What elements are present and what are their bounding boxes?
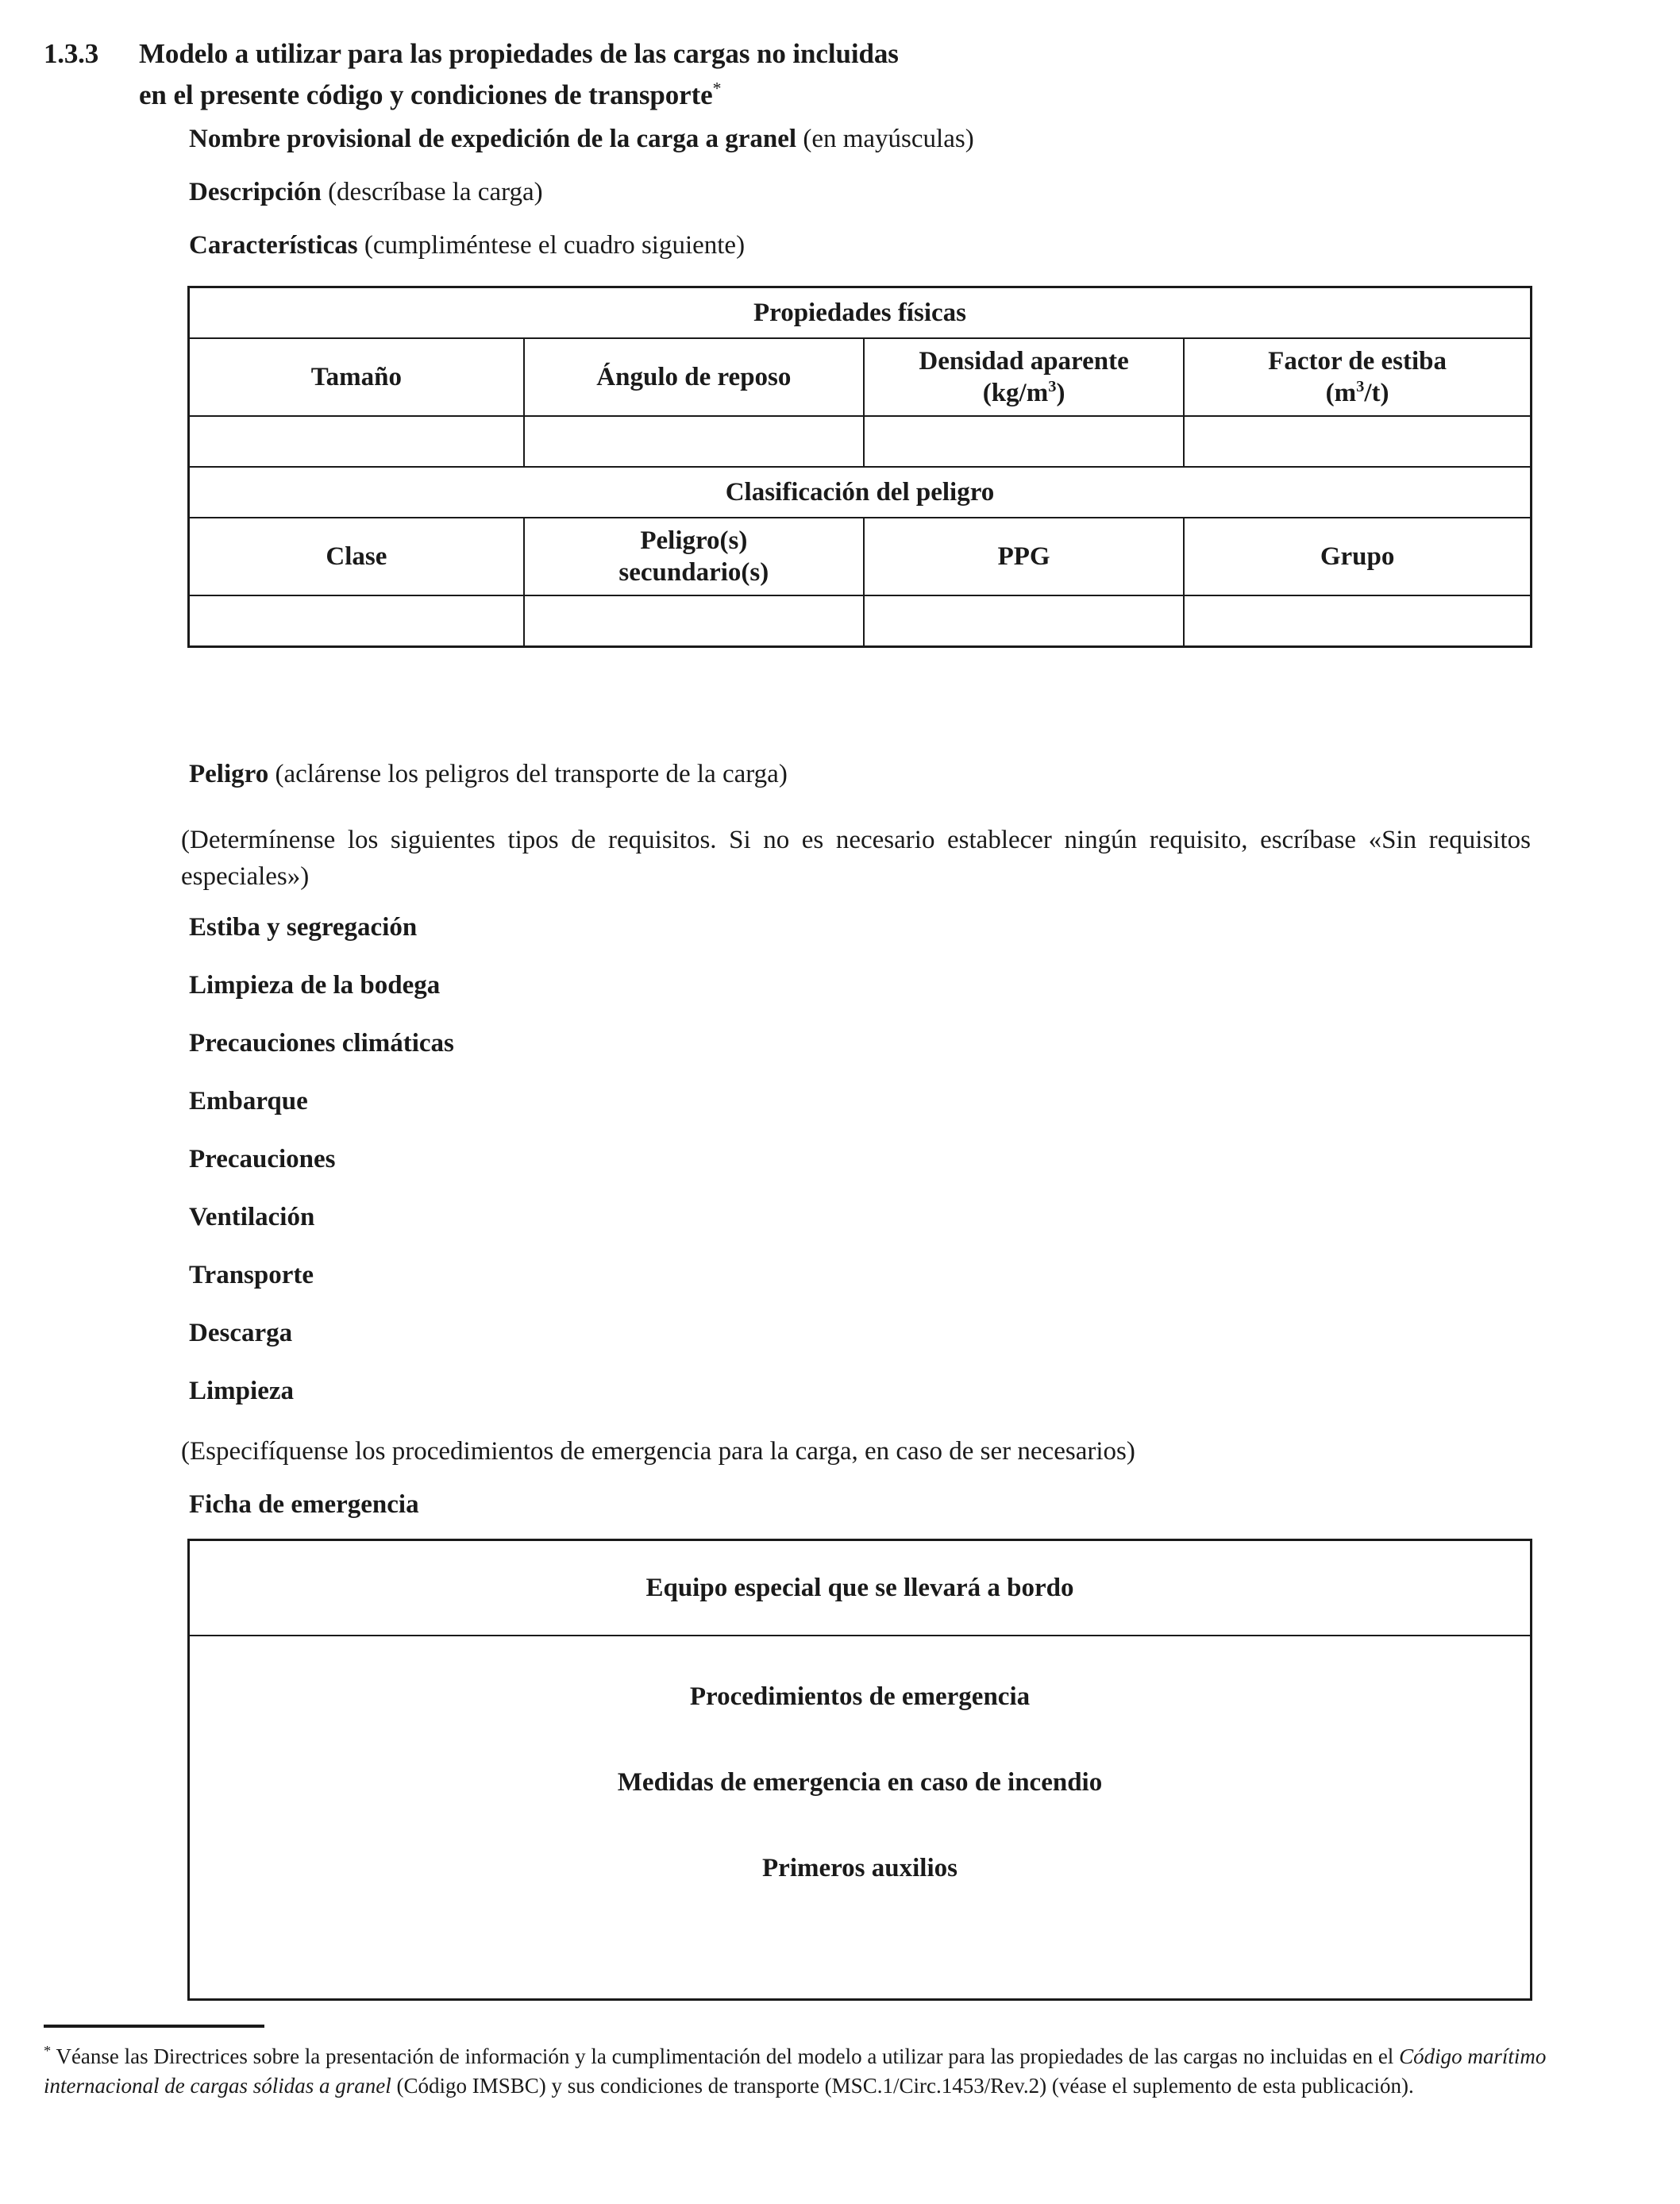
field-peligro	[189, 758, 788, 790]
column-header-peligros-line2: secundario(s)	[618, 558, 769, 587]
column-header-angulo-reposo-text: Ángulo de reposo	[596, 363, 792, 391]
field-ficha-emergencia: Ficha de emergencia	[189, 1490, 419, 1519]
column-header-densidad-aparente-text: Densidad aparente	[919, 347, 1129, 376]
column-header-clase	[189, 518, 524, 595]
column-header-peligros-secundarios	[524, 518, 864, 595]
column-header-ppg-text: PPG	[997, 542, 1050, 571]
list-item: Limpieza de la bodega	[189, 971, 441, 1000]
emergency-first-aid-title: Primeros auxilios	[762, 1854, 958, 1882]
value-cell-clase[interactable]	[189, 595, 524, 647]
footnote-italic-title: Código marítimo internacional de cargas sólidas a granel	[44, 2044, 1547, 2098]
hazard-classification-section-title: Clasificación del peligro	[189, 467, 1532, 518]
column-header-densidad-aparente	[864, 338, 1184, 416]
column-header-densidad-unit-close: )	[1056, 379, 1065, 407]
field-caracteristicas	[189, 229, 745, 261]
footnote	[44, 2042, 1630, 2101]
table-row	[189, 595, 1532, 647]
footnote-marker: *	[44, 2043, 52, 2059]
list-item: Precauciones climáticas	[189, 1029, 454, 1058]
table-row	[189, 1540, 1532, 1636]
emergency-procedures-cell[interactable]	[189, 1636, 1532, 2000]
value-cell-tamano[interactable]	[189, 416, 524, 467]
page-title-line-1: Modelo a utilizar para las propiedades de las cargas no incluidas	[139, 38, 899, 69]
list-item: Limpieza	[189, 1377, 294, 1405]
value-cell-grupo[interactable]	[1184, 595, 1531, 647]
table-row	[189, 416, 1532, 467]
value-cell-densidad-aparente[interactable]	[864, 416, 1184, 467]
list-item: Transporte	[189, 1261, 314, 1289]
column-header-factor-estiba	[1184, 338, 1531, 416]
emergency-procedures-note: (Especifíquense los procedimientos de emergencia para la carga, en caso de ser necesarios)	[181, 1437, 1135, 1466]
field-nombre-provisional	[189, 123, 974, 155]
field-caracteristicas-hint: (cumpliméntese el cuadro siguiente)	[357, 231, 746, 260]
footnote-text-part-1: Véanse las Directrices sobre la presentación de información y la cumplimentación del modelo a utilizar para las propiedades de las cargas no incluidas en el	[51, 2044, 1400, 2068]
column-header-peligros-line1: Peligro(s)	[640, 526, 748, 555]
field-descripcion-hint: (descríbase la carga)	[321, 178, 543, 206]
list-item: Precauciones	[189, 1145, 336, 1173]
physical-properties-section-title: Propiedades físicas	[189, 287, 1532, 339]
properties-and-hazard-table	[187, 286, 1532, 648]
footnote-text-part-2: (Código IMSBC) y sus condiciones de transporte (MSC.1/Circ.1453/Rev.2) (véase el suplemento de esta publicación).	[391, 2074, 1414, 2098]
column-header-tamano-text: Tamaño	[310, 363, 403, 391]
requirements-note: (Determínense los siguientes tipos de requisitos. Si no es necesario establecer ningún requisito, escríbase «Sin requisitos especiales»)	[181, 826, 1531, 891]
field-caracteristicas-label: Características	[189, 231, 358, 260]
column-header-factor-unit-exp: 3	[1356, 378, 1365, 395]
page-title-line-2: en el presente código y condiciones de transporte	[139, 79, 713, 110]
value-cell-angulo-reposo[interactable]	[524, 416, 864, 467]
field-descripcion	[189, 176, 543, 208]
page-title	[139, 33, 899, 116]
list-item: Embarque	[189, 1087, 308, 1115]
emergency-equipment-header: Equipo especial que se llevará a bordo	[189, 1540, 1532, 1636]
column-header-densidad-unit-exp: 3	[1048, 378, 1057, 395]
table-row	[189, 338, 1532, 416]
emergency-procedure-title: Procedimientos de emergencia	[689, 1682, 1031, 1711]
column-header-grupo	[1184, 518, 1531, 595]
table-row	[189, 287, 1532, 339]
table-row	[189, 518, 1532, 595]
value-cell-ppg[interactable]	[864, 595, 1184, 647]
column-header-tamano	[189, 338, 524, 416]
column-header-factor-estiba-text: Factor de estiba	[1268, 347, 1447, 376]
field-nombre-label: Nombre provisional de expedición de la carga a granel	[189, 125, 797, 153]
emergency-card-table	[187, 1539, 1532, 2001]
footnote-divider	[44, 2025, 264, 2028]
table-row	[189, 467, 1532, 518]
section-number: 1.3.3	[44, 38, 99, 69]
column-header-factor-unit-open: (m	[1325, 379, 1357, 407]
field-peligro-hint: (aclárense los peligros del transporte de la carga)	[268, 760, 788, 788]
list-item: Estiba y segregación	[189, 913, 418, 942]
table-row	[189, 1636, 1532, 2000]
field-descripcion-label: Descripción	[189, 178, 322, 206]
value-cell-factor-estiba[interactable]	[1184, 416, 1531, 467]
column-header-grupo-text: Grupo	[1320, 542, 1395, 571]
column-header-factor-unit-close: /t)	[1364, 379, 1389, 407]
column-header-ppg	[864, 518, 1184, 595]
list-item: Ventilación	[189, 1203, 315, 1231]
section-heading	[0, 33, 1588, 116]
field-nombre-hint: (en mayúsculas)	[796, 125, 974, 153]
emergency-fire-measures-title: Medidas de emergencia en caso de incendio	[617, 1768, 1103, 1797]
list-item: Descarga	[189, 1319, 293, 1347]
column-header-densidad-unit-open: (kg/m	[982, 379, 1049, 407]
requirement-item-list	[189, 911, 904, 1433]
field-peligro-label: Peligro	[189, 760, 269, 788]
column-header-angulo-reposo	[524, 338, 864, 416]
title-footnote-marker: *	[712, 79, 722, 98]
value-cell-peligros-secundarios[interactable]	[524, 595, 864, 647]
column-header-clase-text: Clase	[326, 542, 387, 571]
